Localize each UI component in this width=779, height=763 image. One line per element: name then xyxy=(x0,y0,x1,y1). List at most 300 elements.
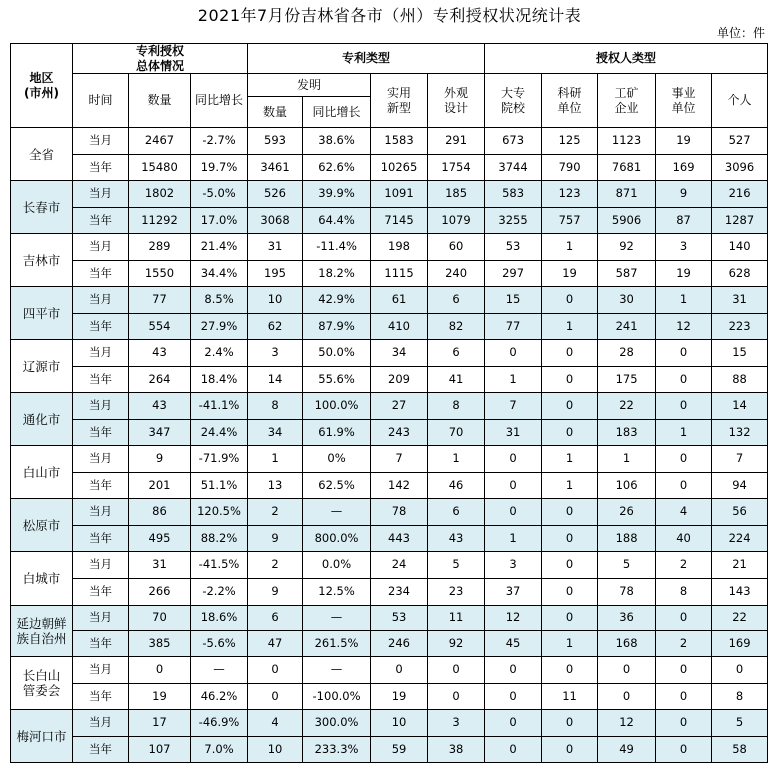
data-cell: 2 xyxy=(248,499,303,526)
data-cell: 0 xyxy=(542,420,598,446)
unit-label: 单位：件 xyxy=(716,26,765,40)
data-cell: 51.1% xyxy=(191,473,248,499)
data-cell: 1802 xyxy=(129,181,191,208)
data-cell: 0 xyxy=(485,446,542,473)
data-cell: 1 xyxy=(542,314,598,340)
data-cell: 37 xyxy=(485,579,542,606)
data-cell: 266 xyxy=(129,579,191,606)
period-cell: 当年 xyxy=(73,314,129,340)
data-cell: 10265 xyxy=(371,155,428,181)
region-name: 长白山 管委会 xyxy=(11,657,73,710)
data-cell: 3461 xyxy=(248,155,303,181)
data-cell: 587 xyxy=(598,261,656,287)
period-cell: 当年 xyxy=(73,579,129,606)
data-cell: 53 xyxy=(371,606,428,631)
data-cell: 347 xyxy=(129,420,191,446)
data-cell: 1 xyxy=(248,446,303,473)
header-patent-type: 专利类型 xyxy=(248,44,485,74)
data-cell: 31 xyxy=(712,287,768,314)
region-name: 梅河口市 xyxy=(11,710,73,763)
data-cell: 169 xyxy=(656,155,712,181)
data-cell: 123 xyxy=(542,181,598,208)
data-cell: 24.4% xyxy=(191,420,248,446)
region-name: 辽源市 xyxy=(11,340,73,393)
table-row xyxy=(11,181,768,208)
data-cell: 77 xyxy=(485,314,542,340)
data-cell: 385 xyxy=(129,631,191,657)
header-design: 外观 设计 xyxy=(428,74,485,128)
data-cell: 70 xyxy=(129,606,191,631)
table-row xyxy=(11,499,768,526)
data-cell: 0 xyxy=(371,657,428,684)
data-cell: 5 xyxy=(428,552,485,579)
data-cell: 18.2% xyxy=(303,261,371,287)
data-cell: 41 xyxy=(428,367,485,393)
data-cell: 1 xyxy=(598,446,656,473)
data-cell: 1 xyxy=(656,287,712,314)
data-cell: 34 xyxy=(371,340,428,367)
data-cell: 42.9% xyxy=(303,287,371,314)
period-cell: 当月 xyxy=(73,128,129,155)
data-cell: 24 xyxy=(371,552,428,579)
region-name: 长春市 xyxy=(11,181,73,234)
data-cell: 209 xyxy=(371,367,428,393)
data-cell: 3 xyxy=(428,710,485,737)
data-cell: 3 xyxy=(248,340,303,367)
data-cell: 2467 xyxy=(129,128,191,155)
data-cell: 800.0% xyxy=(303,526,371,552)
data-cell: 17.0% xyxy=(191,208,248,234)
data-cell: 53 xyxy=(485,234,542,261)
data-cell: 62.5% xyxy=(303,473,371,499)
data-cell: 19 xyxy=(656,261,712,287)
data-cell: 62.6% xyxy=(303,155,371,181)
data-cell: 31 xyxy=(129,552,191,579)
data-cell: 1754 xyxy=(428,155,485,181)
table-row xyxy=(11,393,768,420)
data-cell: — xyxy=(303,606,371,631)
period-cell: 当年 xyxy=(73,473,129,499)
data-cell: 0% xyxy=(303,446,371,473)
data-cell: 5 xyxy=(598,552,656,579)
data-cell: 241 xyxy=(598,314,656,340)
data-cell: 40 xyxy=(656,526,712,552)
data-cell: 0 xyxy=(656,367,712,393)
data-cell: 527 xyxy=(712,128,768,155)
table-row xyxy=(11,446,768,473)
data-cell: 12 xyxy=(485,606,542,631)
data-cell: 62 xyxy=(248,314,303,340)
data-cell: 2 xyxy=(656,631,712,657)
data-cell: 300.0% xyxy=(303,710,371,737)
data-cell: 59 xyxy=(371,737,428,763)
data-cell: 183 xyxy=(598,420,656,446)
data-cell: 246 xyxy=(371,631,428,657)
table-row xyxy=(11,155,768,181)
data-cell: 7 xyxy=(712,446,768,473)
data-cell: 12.5% xyxy=(303,579,371,606)
data-cell: 19 xyxy=(656,128,712,155)
data-cell: 46 xyxy=(428,473,485,499)
data-cell: 19 xyxy=(542,261,598,287)
data-cell: 175 xyxy=(598,367,656,393)
data-cell: — xyxy=(303,499,371,526)
data-cell: 17 xyxy=(129,710,191,737)
data-cell: 23 xyxy=(428,579,485,606)
region-name: 延边朝鲜 族自治州 xyxy=(11,606,73,657)
data-cell: 291 xyxy=(428,128,485,155)
data-cell: 10 xyxy=(248,737,303,763)
data-cell: 233.3% xyxy=(303,737,371,763)
data-cell: 15 xyxy=(485,287,542,314)
data-cell: 1 xyxy=(542,473,598,499)
data-cell: 87 xyxy=(656,208,712,234)
data-cell: 49 xyxy=(598,737,656,763)
region-name: 吉林市 xyxy=(11,234,73,287)
data-cell: 0 xyxy=(656,393,712,420)
data-cell: 22 xyxy=(598,393,656,420)
data-cell: 198 xyxy=(371,234,428,261)
data-cell: -46.9% xyxy=(191,710,248,737)
data-cell: 7145 xyxy=(371,208,428,234)
data-cell: 94 xyxy=(712,473,768,499)
table-row xyxy=(11,684,768,710)
data-cell: 201 xyxy=(129,473,191,499)
data-cell: 9 xyxy=(248,579,303,606)
table-row xyxy=(11,631,768,657)
data-cell: 0 xyxy=(542,526,598,552)
data-cell: -2.7% xyxy=(191,128,248,155)
data-cell: 195 xyxy=(248,261,303,287)
data-cell: 70 xyxy=(428,420,485,446)
data-cell: 15480 xyxy=(129,155,191,181)
region-name: 白城市 xyxy=(11,552,73,606)
region-name: 四平市 xyxy=(11,287,73,340)
period-cell: 当月 xyxy=(73,393,129,420)
header-enterprise: 工矿 企业 xyxy=(598,74,656,128)
data-cell: 410 xyxy=(371,314,428,340)
data-cell: 0 xyxy=(656,657,712,684)
table-row xyxy=(11,579,768,606)
table-row xyxy=(11,128,768,155)
data-cell: 0 xyxy=(428,657,485,684)
data-cell: 106 xyxy=(598,473,656,499)
data-cell: -5.0% xyxy=(191,181,248,208)
data-cell: 46.2% xyxy=(191,684,248,710)
header-individual: 个人 xyxy=(712,74,768,128)
period-cell: 当月 xyxy=(73,657,129,684)
data-cell: 628 xyxy=(712,261,768,287)
data-cell: 0.0% xyxy=(303,552,371,579)
data-cell: 61 xyxy=(371,287,428,314)
data-cell: 132 xyxy=(712,420,768,446)
data-cell: 0 xyxy=(712,657,768,684)
data-cell: 0 xyxy=(485,737,542,763)
data-cell: 92 xyxy=(598,234,656,261)
data-cell: 0 xyxy=(542,287,598,314)
data-cell: 0 xyxy=(542,606,598,631)
period-cell: 当月 xyxy=(73,710,129,737)
data-cell: 1550 xyxy=(129,261,191,287)
data-cell: 1 xyxy=(542,631,598,657)
period-cell: 当年 xyxy=(73,684,129,710)
period-cell: 当年 xyxy=(73,737,129,763)
region-name: 松原市 xyxy=(11,499,73,552)
data-cell: 19 xyxy=(129,684,191,710)
data-cell: 86 xyxy=(129,499,191,526)
data-cell: 185 xyxy=(428,181,485,208)
data-cell: 5 xyxy=(712,710,768,737)
data-cell: 3255 xyxy=(485,208,542,234)
data-cell: -5.6% xyxy=(191,631,248,657)
data-cell: 0 xyxy=(485,473,542,499)
data-cell: 3 xyxy=(656,234,712,261)
header-yoy: 同比增长 xyxy=(191,74,248,128)
data-cell: 14 xyxy=(248,367,303,393)
data-cell: 143 xyxy=(712,579,768,606)
table-row xyxy=(11,552,768,579)
data-cell: 790 xyxy=(542,155,598,181)
data-cell: 43 xyxy=(129,393,191,420)
period-cell: 当月 xyxy=(73,181,129,208)
data-cell: 1583 xyxy=(371,128,428,155)
data-cell: 0 xyxy=(485,710,542,737)
period-cell: 当月 xyxy=(73,606,129,631)
data-cell: 0 xyxy=(656,606,712,631)
data-cell: 56 xyxy=(712,499,768,526)
data-cell: 2 xyxy=(656,552,712,579)
data-cell: 1079 xyxy=(428,208,485,234)
data-cell: 0 xyxy=(485,499,542,526)
data-cell: 6 xyxy=(428,340,485,367)
data-cell: 0 xyxy=(598,657,656,684)
header-research: 科研 单位 xyxy=(542,74,598,128)
table-row xyxy=(11,606,768,631)
data-cell: 107 xyxy=(129,737,191,763)
data-cell: 243 xyxy=(371,420,428,446)
data-cell: 0 xyxy=(656,684,712,710)
data-cell: 1 xyxy=(485,526,542,552)
data-cell: 125 xyxy=(542,128,598,155)
data-cell: 593 xyxy=(248,128,303,155)
period-cell: 当月 xyxy=(73,340,129,367)
data-cell: 11 xyxy=(542,684,598,710)
data-cell: 7 xyxy=(371,446,428,473)
table-row xyxy=(11,314,768,340)
data-cell: -100.0% xyxy=(303,684,371,710)
data-cell: 871 xyxy=(598,181,656,208)
data-cell: 22 xyxy=(712,606,768,631)
data-cell: 8 xyxy=(656,579,712,606)
period-cell: 当年 xyxy=(73,526,129,552)
data-cell: 4 xyxy=(248,710,303,737)
data-cell: 88.2% xyxy=(191,526,248,552)
data-cell: 0 xyxy=(656,473,712,499)
data-cell: 1123 xyxy=(598,128,656,155)
header-invention: 发明 xyxy=(248,74,371,97)
table-row xyxy=(11,340,768,367)
data-cell: 26 xyxy=(598,499,656,526)
data-cell: 8 xyxy=(248,393,303,420)
data-cell: 1 xyxy=(428,446,485,473)
data-cell: 6 xyxy=(428,287,485,314)
period-cell: 当年 xyxy=(73,155,129,181)
data-cell: 757 xyxy=(542,208,598,234)
data-cell: 443 xyxy=(371,526,428,552)
data-cell: 140 xyxy=(712,234,768,261)
data-cell: 92 xyxy=(428,631,485,657)
header-overall: 专利授权 总体情况 xyxy=(73,44,248,74)
table-row xyxy=(11,261,768,287)
data-cell: 21.4% xyxy=(191,234,248,261)
table-row xyxy=(11,287,768,314)
data-cell: 21 xyxy=(712,552,768,579)
data-cell: 0 xyxy=(542,499,598,526)
data-cell: 50.0% xyxy=(303,340,371,367)
data-cell: 19.7% xyxy=(191,155,248,181)
data-cell: 45 xyxy=(485,631,542,657)
table-row xyxy=(11,526,768,552)
data-cell: 169 xyxy=(712,631,768,657)
data-cell: 0 xyxy=(542,579,598,606)
data-cell: 38.6% xyxy=(303,128,371,155)
data-cell: 8.5% xyxy=(191,287,248,314)
data-cell: — xyxy=(303,657,371,684)
data-cell: 120.5% xyxy=(191,499,248,526)
data-cell: 0 xyxy=(656,737,712,763)
data-cell: 10 xyxy=(371,710,428,737)
data-cell: 11292 xyxy=(129,208,191,234)
table-row xyxy=(11,657,768,684)
data-cell: 224 xyxy=(712,526,768,552)
table-row xyxy=(11,367,768,393)
data-cell: 216 xyxy=(712,181,768,208)
data-cell: 31 xyxy=(248,234,303,261)
period-cell: 当年 xyxy=(73,261,129,287)
data-cell: 0 xyxy=(542,737,598,763)
data-cell: 1 xyxy=(485,367,542,393)
table-row xyxy=(11,234,768,261)
data-cell: 77 xyxy=(129,287,191,314)
data-cell: 289 xyxy=(129,234,191,261)
data-cell: 1115 xyxy=(371,261,428,287)
period-cell: 当年 xyxy=(73,631,129,657)
header-grantee-type: 授权人类型 xyxy=(485,44,768,74)
period-cell: 当年 xyxy=(73,208,129,234)
data-cell: 7.0% xyxy=(191,737,248,763)
data-cell: 7681 xyxy=(598,155,656,181)
period-cell: 当月 xyxy=(73,446,129,473)
data-cell: 0 xyxy=(542,552,598,579)
header-university: 大专 院校 xyxy=(485,74,542,128)
data-cell: 2.4% xyxy=(191,340,248,367)
data-cell: 9 xyxy=(656,181,712,208)
data-cell: 1 xyxy=(542,446,598,473)
data-cell: -71.9% xyxy=(191,446,248,473)
data-cell: 34 xyxy=(248,420,303,446)
data-cell: 8 xyxy=(428,393,485,420)
data-cell: -11.4% xyxy=(303,234,371,261)
data-cell: 1091 xyxy=(371,181,428,208)
period-cell: 当月 xyxy=(73,287,129,314)
data-cell: 297 xyxy=(485,261,542,287)
period-cell: 当月 xyxy=(73,552,129,579)
data-cell: 100.0% xyxy=(303,393,371,420)
data-cell: 27.9% xyxy=(191,314,248,340)
region-name: 白山市 xyxy=(11,446,73,499)
data-cell: 12 xyxy=(656,314,712,340)
header-count: 数量 xyxy=(129,74,191,128)
data-cell: 2 xyxy=(248,552,303,579)
data-cell: — xyxy=(191,657,248,684)
data-cell: 168 xyxy=(598,631,656,657)
data-cell: 6 xyxy=(428,499,485,526)
data-cell: 11 xyxy=(428,606,485,631)
data-cell: 0 xyxy=(656,710,712,737)
data-cell: 1 xyxy=(656,420,712,446)
data-cell: 9 xyxy=(129,446,191,473)
data-cell: 554 xyxy=(129,314,191,340)
data-cell: 240 xyxy=(428,261,485,287)
data-cell: 61.9% xyxy=(303,420,371,446)
data-cell: 234 xyxy=(371,579,428,606)
table-row xyxy=(11,710,768,737)
data-cell: 9 xyxy=(248,526,303,552)
data-cell: 0 xyxy=(542,657,598,684)
header-utility: 实用 新型 xyxy=(371,74,428,128)
header-region xyxy=(11,44,73,128)
region-name: 全省 xyxy=(11,128,73,181)
data-cell: 261.5% xyxy=(303,631,371,657)
region-name: 通化市 xyxy=(11,393,73,446)
data-cell: 30 xyxy=(598,287,656,314)
data-cell: 0 xyxy=(428,684,485,710)
data-cell: 18.4% xyxy=(191,367,248,393)
data-cell: 60 xyxy=(428,234,485,261)
data-cell: 4 xyxy=(656,499,712,526)
header-invention-yoy: 同比增长 xyxy=(303,97,371,128)
data-cell: 0 xyxy=(542,710,598,737)
data-cell: 3 xyxy=(485,552,542,579)
data-cell: 0 xyxy=(485,657,542,684)
data-cell: 0 xyxy=(542,367,598,393)
data-cell: 142 xyxy=(371,473,428,499)
data-cell: 673 xyxy=(485,128,542,155)
data-cell: 78 xyxy=(371,499,428,526)
data-cell: 15 xyxy=(712,340,768,367)
data-cell: 64.4% xyxy=(303,208,371,234)
header-institution: 事业 单位 xyxy=(656,74,712,128)
data-cell: 43 xyxy=(428,526,485,552)
data-cell: 0 xyxy=(542,393,598,420)
data-cell: 223 xyxy=(712,314,768,340)
data-cell: 19 xyxy=(371,684,428,710)
table-title: 2021年7月份吉林省各市（州）专利授权状况统计表 xyxy=(197,6,582,25)
data-cell: 28 xyxy=(598,340,656,367)
data-cell: 583 xyxy=(485,181,542,208)
period-cell: 当月 xyxy=(73,234,129,261)
data-cell: 47 xyxy=(248,631,303,657)
data-cell: 3096 xyxy=(712,155,768,181)
header-invention-count: 数量 xyxy=(248,97,303,128)
table-row xyxy=(11,737,768,763)
data-cell: 55.6% xyxy=(303,367,371,393)
data-cell: 58 xyxy=(712,737,768,763)
data-cell: 39.9% xyxy=(303,181,371,208)
data-cell: 82 xyxy=(428,314,485,340)
data-cell: 0 xyxy=(129,657,191,684)
data-cell: 27 xyxy=(371,393,428,420)
